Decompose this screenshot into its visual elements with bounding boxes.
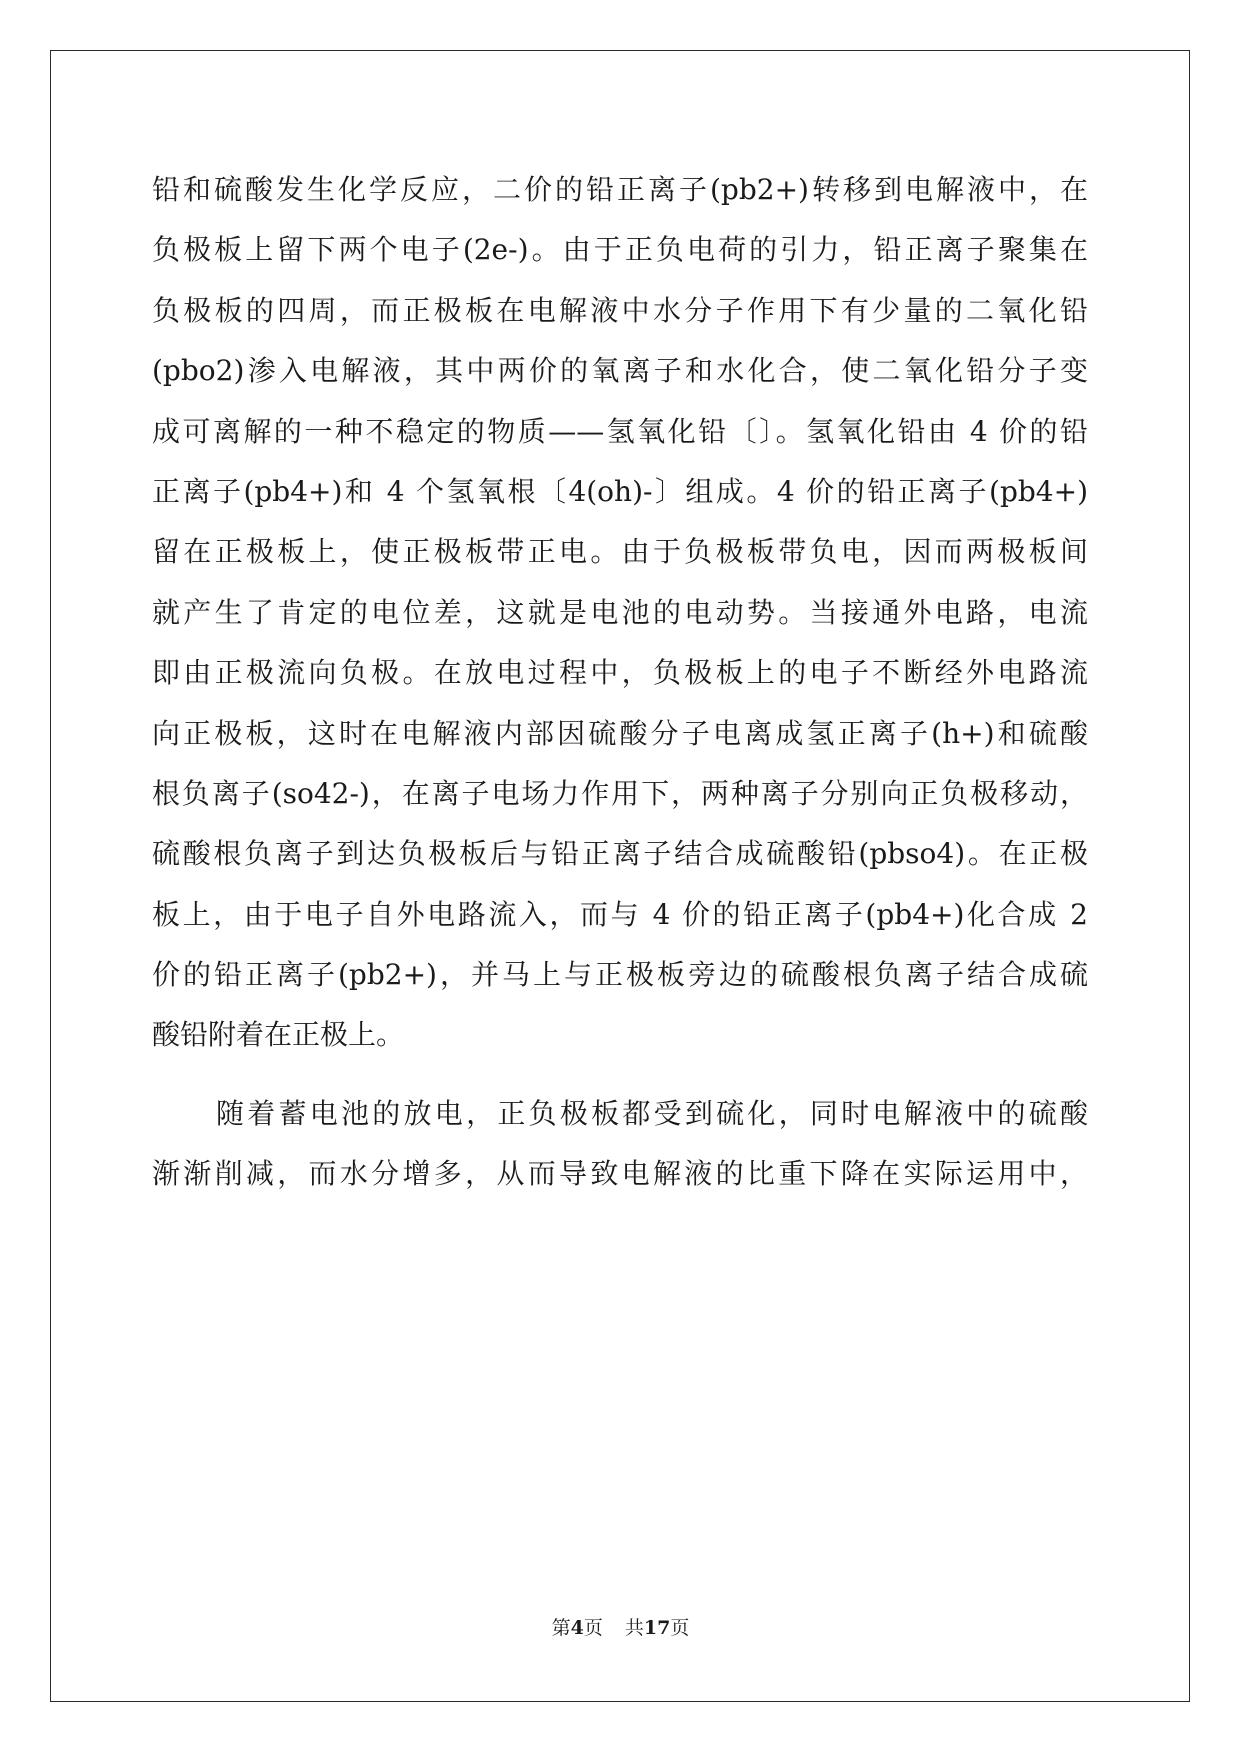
text-line: 板上，由于电子自外电路流入，而与 4 价的铅正离子(pb4+)化合成 2 (152, 897, 1088, 931)
total-suffix: 页 (670, 1617, 690, 1639)
paragraph-2 (152, 1084, 1088, 1205)
text-line: 渐渐削减，而水分增多，从而导致电解液的比重下降在实际运用中， (152, 1157, 1088, 1191)
text-line: 向正极板，这时在电解液内部因硫酸分子电离成氢正离子(h+)和硫酸 (152, 716, 1088, 750)
text-line: 留在正极板上，使正极板带正电。由于负极板带负电，因而两极板间 (152, 535, 1088, 569)
text-line: 即由正极流向负极。在放电过程中，负极板上的电子不断经外电路流 (152, 656, 1088, 690)
total-prefix: 共 (624, 1617, 644, 1639)
text-line: 就产生了肯定的电位差，这就是电池的电动势。当接通外电路，电流 (152, 595, 1088, 629)
document-body (152, 160, 1088, 1205)
text-line: 随着蓄电池的放电，正负极板都受到硫化，同时电解液中的硫酸 (216, 1096, 1088, 1130)
text-line: 硫酸根负离子到达负极板后与铅正离子结合成硫酸铅(pbso4)。在正极 (152, 837, 1088, 871)
text-line: 正离子(pb4+)和 4 个氢氧根〔4(oh)-〕组成。4 价的铅正离子(pb4+) (152, 474, 1088, 508)
text-line: 酸铅附着在正极上。 (152, 1018, 405, 1052)
total-pages: 17 (643, 1617, 671, 1639)
text-line: 铅和硫酸发生化学反应，二价的铅正离子(pb2+)转移到电解液中，在 (152, 173, 1088, 206)
text-line: 成可离解的一种不稳定的物质——氢氧化铅〔〕。氢氧化铅由 4 价的铅 (152, 414, 1088, 448)
paragraph-gap (152, 1066, 1088, 1084)
text-line: 价的铅正离子(pb2+)，并马上与正极板旁边的硫酸根负离子结合成硫 (152, 958, 1088, 992)
paragraph-1 (152, 160, 1088, 1066)
page-footer (0, 1613, 1241, 1640)
page-suffix: 页 (583, 1617, 603, 1639)
text-line: 负极板上留下两个电子(2e-)。由于正负电荷的引力，铅正离子聚集在 (152, 233, 1088, 267)
text-line: 负极板的四周，而正极板在电解液中水分子作用下有少量的二氧化铅 (152, 293, 1088, 327)
page-number: 4 (570, 1617, 584, 1639)
text-line: (pbo2)渗入电解液，其中两价的氧离子和水化合，使二氧化铅分子变 (152, 354, 1088, 388)
text-line: 根负离子(so42-)，在离子电场力作用下，两种离子分别向正负极移动， (152, 776, 1088, 810)
page-prefix: 第 (551, 1617, 571, 1639)
